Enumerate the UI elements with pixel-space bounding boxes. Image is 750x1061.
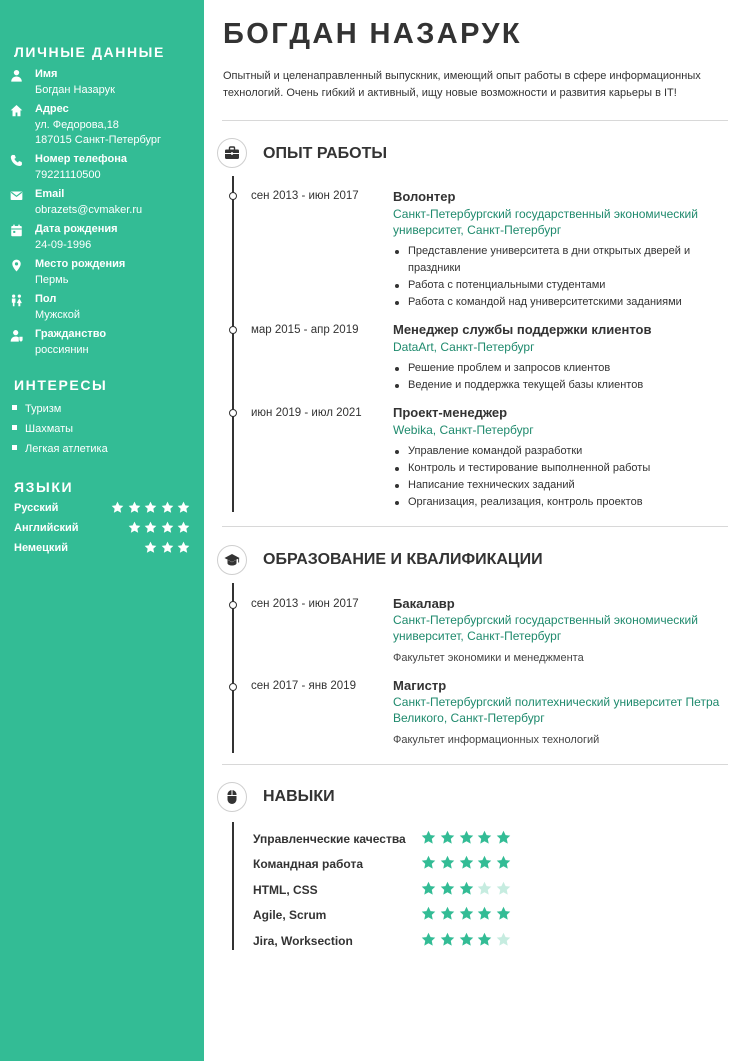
- timeline-dot: [229, 326, 237, 334]
- briefcase-icon: [217, 138, 247, 168]
- star-filled-icon: [477, 906, 492, 921]
- education-faculty: Факультет информационных технологий: [393, 734, 600, 746]
- personal-value: ул. Федорова,18 187015 Санкт-Петербург: [35, 119, 162, 146]
- job-bullet: Работа с командой над университетскими заданиями: [393, 294, 728, 311]
- job-bullets: [393, 360, 728, 394]
- language-row: [14, 521, 190, 537]
- star-filled-icon: [440, 830, 455, 845]
- language-stars: [124, 521, 190, 535]
- education-degree: Бакалавр: [393, 596, 455, 611]
- star-icon: [144, 521, 157, 534]
- experience-timeline: [232, 176, 234, 512]
- divider: [222, 526, 728, 527]
- education-dates: сен 2017 - янв 2019: [251, 680, 356, 692]
- summary-text: Опытный и целенаправленный выпускник, имеющий опыт работы в сфере информационных технологий. Очень гибкий и активный, ищу новые возможности и развития карьеры в IT!: [223, 70, 701, 99]
- job-bullet: Организация, реализация, контроль проектов: [393, 494, 728, 511]
- job-bullets: [393, 243, 728, 311]
- personal-label: Адрес: [35, 103, 69, 115]
- personal-value: Мужской: [35, 309, 80, 321]
- star-icon: [161, 501, 174, 514]
- skill-stars: [421, 830, 515, 846]
- language-stars: [108, 501, 191, 515]
- skills-title: НАВЫКИ: [263, 788, 335, 805]
- skill-name: HTML, CSS: [253, 883, 318, 897]
- star-icon: [177, 501, 190, 514]
- job-bullet: Ведение и поддержка текущей базы клиентов: [393, 377, 728, 394]
- home-icon: [10, 104, 24, 118]
- job-dates: сен 2013 - июн 2017: [251, 190, 359, 202]
- star-icon: [177, 541, 190, 554]
- personal-data-title: ЛИЧНЫЕ ДАННЫЕ: [14, 44, 165, 60]
- personal-value: obrazets@cvmaker.ru: [35, 204, 143, 216]
- education-dates: сен 2013 - июн 2017: [251, 598, 359, 610]
- language-name: Русский: [14, 502, 59, 514]
- interest-item: Туризм: [12, 403, 61, 415]
- graduation-cap-icon: [217, 545, 247, 575]
- bullet-square-icon: [12, 405, 17, 410]
- language-stars: [141, 541, 191, 555]
- skill-stars: [421, 906, 515, 922]
- divider: [222, 120, 728, 121]
- star-empty-icon: [496, 881, 511, 896]
- bullet-square-icon: [12, 425, 17, 430]
- star-icon: [128, 501, 141, 514]
- star-icon: [111, 501, 124, 514]
- star-filled-icon: [496, 830, 511, 845]
- interest-item: Шахматы: [12, 423, 73, 435]
- experience-title: ОПЫТ РАБОТЫ: [263, 145, 388, 162]
- calendar-icon: [10, 224, 24, 238]
- personal-item-email: [10, 188, 200, 222]
- star-icon: [177, 521, 190, 534]
- personal-label: Гражданство: [35, 328, 107, 340]
- star-filled-icon: [440, 881, 455, 896]
- job-organization: Webika, Санкт-Петербург: [393, 423, 534, 437]
- job-bullet: Решение проблем и запросов клиентов: [393, 360, 728, 377]
- star-filled-icon: [459, 932, 474, 947]
- skill-name: Управленческие качества: [253, 832, 406, 846]
- star-empty-icon: [477, 881, 492, 896]
- personal-label: Email: [35, 188, 65, 200]
- timeline-dot: [229, 683, 237, 691]
- personal-value: россиянин: [35, 344, 89, 356]
- skill-stars: [421, 855, 515, 871]
- gender-icon: [10, 294, 24, 308]
- star-filled-icon: [496, 906, 511, 921]
- job-bullet: Написание технических заданий: [393, 477, 728, 494]
- education-degree: Магистр: [393, 678, 447, 693]
- star-icon: [161, 541, 174, 554]
- star-empty-icon: [496, 932, 511, 947]
- personal-item-birthplace: [10, 258, 200, 292]
- star-filled-icon: [459, 855, 474, 870]
- job-bullet: Представление университета в дни открытых дверей и праздники: [393, 243, 728, 277]
- job-dates: мар 2015 - апр 2019: [251, 324, 359, 336]
- language-row: [14, 541, 190, 557]
- star-filled-icon: [440, 855, 455, 870]
- job-bullet: Работа с потенциальными студентами: [393, 277, 728, 294]
- personal-item-phone: [10, 153, 200, 187]
- sidebar: [0, 0, 204, 1061]
- star-filled-icon: [421, 906, 436, 921]
- job-organization: Санкт-Петербургский государственный экономический университет, Санкт-Петербург: [393, 207, 698, 237]
- star-filled-icon: [421, 881, 436, 896]
- job-dates: июн 2019 - июл 2021: [251, 407, 362, 419]
- personal-item-birthdate: [10, 223, 200, 257]
- job-title: Волонтер: [393, 189, 456, 204]
- job-bullet: Управление командой разработки: [393, 443, 728, 460]
- star-filled-icon: [477, 932, 492, 947]
- job-organization: DataArt, Санкт-Петербург: [393, 340, 535, 354]
- personal-item-name: [10, 68, 200, 102]
- star-icon: [161, 521, 174, 534]
- phone-icon: [10, 154, 24, 168]
- interest-item: Легкая атлетика: [12, 443, 108, 455]
- star-filled-icon: [477, 855, 492, 870]
- education-title: ОБРАЗОВАНИЕ И КВАЛИФИКАЦИИ: [263, 551, 543, 568]
- skill-name: Agile, Scrum: [253, 908, 327, 922]
- personal-label: Пол: [35, 293, 57, 305]
- star-filled-icon: [421, 855, 436, 870]
- star-icon: [144, 541, 157, 554]
- job-title: Проект-менеджер: [393, 405, 508, 420]
- timeline-dot: [229, 601, 237, 609]
- job-title: Менеджер службы поддержки клиентов: [393, 322, 652, 337]
- star-filled-icon: [496, 855, 511, 870]
- candidate-name: БОГДАН НАЗАРУК: [223, 18, 523, 50]
- education-faculty: Факультет экономики и менеджмента: [393, 652, 584, 664]
- skills-timeline: [232, 822, 234, 950]
- personal-value: 24-09-1996: [35, 239, 92, 251]
- personal-value: Пермь: [35, 274, 69, 286]
- skill-name: Командная работа: [253, 857, 364, 871]
- star-filled-icon: [440, 906, 455, 921]
- interests-title: ИНТЕРЕСЫ: [14, 377, 108, 393]
- star-filled-icon: [421, 830, 436, 845]
- divider: [222, 764, 728, 765]
- timeline-dot: [229, 409, 237, 417]
- personal-label: Номер телефона: [35, 153, 127, 165]
- personal-label: Дата рождения: [35, 223, 118, 235]
- star-filled-icon: [421, 932, 436, 947]
- personal-value: Богдан Назарук: [35, 84, 115, 96]
- star-icon: [144, 501, 157, 514]
- timeline-dot: [229, 192, 237, 200]
- star-filled-icon: [440, 932, 455, 947]
- education-institution: Санкт-Петербургский государственный экономический университет, Санкт-Петербург: [393, 613, 698, 643]
- personal-item-gender: [10, 293, 200, 327]
- language-name: Английский: [14, 522, 79, 534]
- personal-label: Место рождения: [35, 258, 126, 270]
- star-filled-icon: [459, 830, 474, 845]
- star-filled-icon: [459, 906, 474, 921]
- person-icon: [10, 69, 24, 83]
- star-icon: [128, 521, 141, 534]
- skill-stars: [421, 881, 515, 897]
- bullet-square-icon: [12, 445, 17, 450]
- job-bullet: Контроль и тестирование выполненной работы: [393, 460, 728, 477]
- skill-stars: [421, 932, 515, 948]
- job-bullets: [393, 443, 728, 511]
- personal-item-address: [10, 103, 200, 151]
- personal-item-citizenship: [10, 328, 200, 362]
- personal-label: Имя: [35, 68, 58, 80]
- personal-value: 79221110500: [35, 169, 101, 181]
- location-pin-icon: [10, 259, 24, 273]
- languages-title: ЯЗЫКИ: [14, 479, 74, 495]
- language-name: Немецкий: [14, 542, 68, 554]
- education-institution: Санкт-Петербургский политехнический университет Петра Великого, Санкт-Петербург: [393, 695, 720, 725]
- skill-name: Jira, Worksection: [253, 934, 353, 948]
- language-row: [14, 501, 190, 517]
- star-filled-icon: [459, 881, 474, 896]
- envelope-icon: [10, 189, 24, 203]
- mouse-icon: [217, 782, 247, 812]
- citizenship-icon: [10, 329, 24, 343]
- star-filled-icon: [477, 830, 492, 845]
